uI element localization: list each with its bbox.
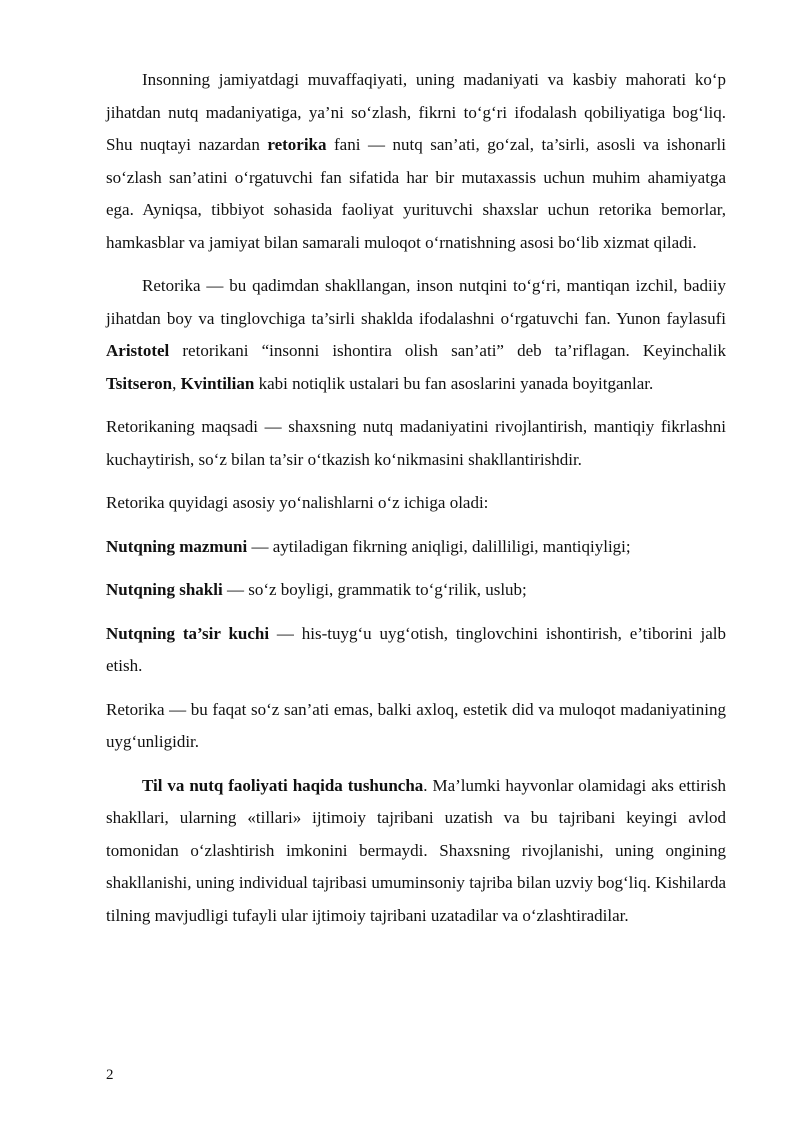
direction-impact <box>106 618 726 683</box>
paragraph-summary <box>106 694 726 759</box>
paragraph-text: Retorika quyidagi asosiy yo‘nalishlarni o‘z ichiga oladi: <box>106 493 489 512</box>
direction-content <box>106 531 726 564</box>
direction-form <box>106 574 726 607</box>
name-aristotel: Aristotel <box>106 341 170 360</box>
direction-text: — his-tuyg‘u uyg‘otish, tinglovchini ishontirish, e’tiborini jalb etish. <box>106 623 726 675</box>
document-page <box>106 64 726 932</box>
paragraph-text: kabi notiqlik ustalari bu fan asoslarini yanada boyitganlar. <box>254 373 654 393</box>
paragraph-text: , <box>172 373 181 393</box>
paragraph-language-activity <box>106 770 726 933</box>
direction-title: Nutqning mazmuni <box>106 536 248 556</box>
paragraph-text: fani — nutq san’ati, go‘zal, ta’sirli, asosli va ishonarli so‘zlash san’atini o‘rgatuvchi fan sifatida har bir mutaxassis uchun muhim ahamiyatga ega. Ayniqsa, tibbiyot sohasida faoliyat yurituvchi shaxslar uchun retorika bemorlar, hamkasblar va jamiyat bilan samarali muloqot o‘rnatishning asosi bo‘lib xizmat qiladi. <box>106 135 726 252</box>
name-kvintilian: Kvintilian <box>180 373 255 393</box>
direction-title: Nutqning shakli <box>106 580 223 599</box>
section-heading: Til va nutq faoliyati haqida tushuncha <box>142 775 424 795</box>
paragraph-text: retorikani “insonni ishontira olish san’ati” deb ta’riflagan. Keyinchalik <box>169 341 726 360</box>
paragraph-text: . Ma’lumki hayvonlar olamidagi aks ettirish shakllari, ularning «tillari» ijtimoiy tajribani uzatish va bu tajribani keyingi avlod tomonidan o‘zlashtirish imkonini bermaydi. Shaxsning rivojlanishi, uning ongining shakllanishi, uning individual tajribasi umuminsoniy tajriba bilan uzviy bog‘liq. Kishilarda tilning mavjudligi tufayli ular ijtimoiy tajribani uzatadilar va o‘zlashtiradilar. <box>106 775 726 925</box>
name-tsitseron: Tsitseron <box>106 373 173 393</box>
paragraph-text: Insonning jamiyatdagi muvaffaqiyati, uning madaniyati va kasbiy mahorati ko‘p jihatdan nutq madaniyatiga, ya’ni so‘zlash, fikrni to‘g‘ri ifodalash qobiliyatiga bog‘liq. Shu nuqtayi nazardan <box>106 70 726 154</box>
paragraph-text: Retorika — bu qadimdan shakllangan, inson nutqini to‘g‘ri, mantiqan izchil, badiiy jihatdan boy va tinglovchiga ta’sirli shaklda ifodalashni o‘rgatuvchi fan. Yunon faylasufi <box>106 276 726 328</box>
term-retorika: retorika <box>267 135 327 154</box>
page-number: 2 <box>106 1067 114 1083</box>
paragraph-text: Retorika — bu faqat so‘z san’ati emas, balki axloq, estetik did va muloqot madaniyatining uyg‘unligidir. <box>106 699 726 751</box>
paragraph-directions-intro <box>106 487 726 520</box>
paragraph-history <box>106 270 726 400</box>
direction-text: — aytiladigan fikrning aniqligi, dalilliligi, mantiqiyligi; <box>247 536 631 556</box>
direction-text: — so‘z boyligi, grammatik to‘g‘rilik, uslub; <box>222 580 527 599</box>
paragraph-intro <box>106 64 726 259</box>
direction-title: Nutqning ta’sir kuchi <box>106 623 270 643</box>
paragraph-goal <box>106 411 726 476</box>
paragraph-text: Retorikaning maqsadi — shaxsning nutq madaniyatini rivojlantirish, mantiqiy fikrlashni kuchaytirish, so‘z bilan ta’sir o‘tkazish ko‘nikmasini shakllantirishdir. <box>106 417 726 469</box>
